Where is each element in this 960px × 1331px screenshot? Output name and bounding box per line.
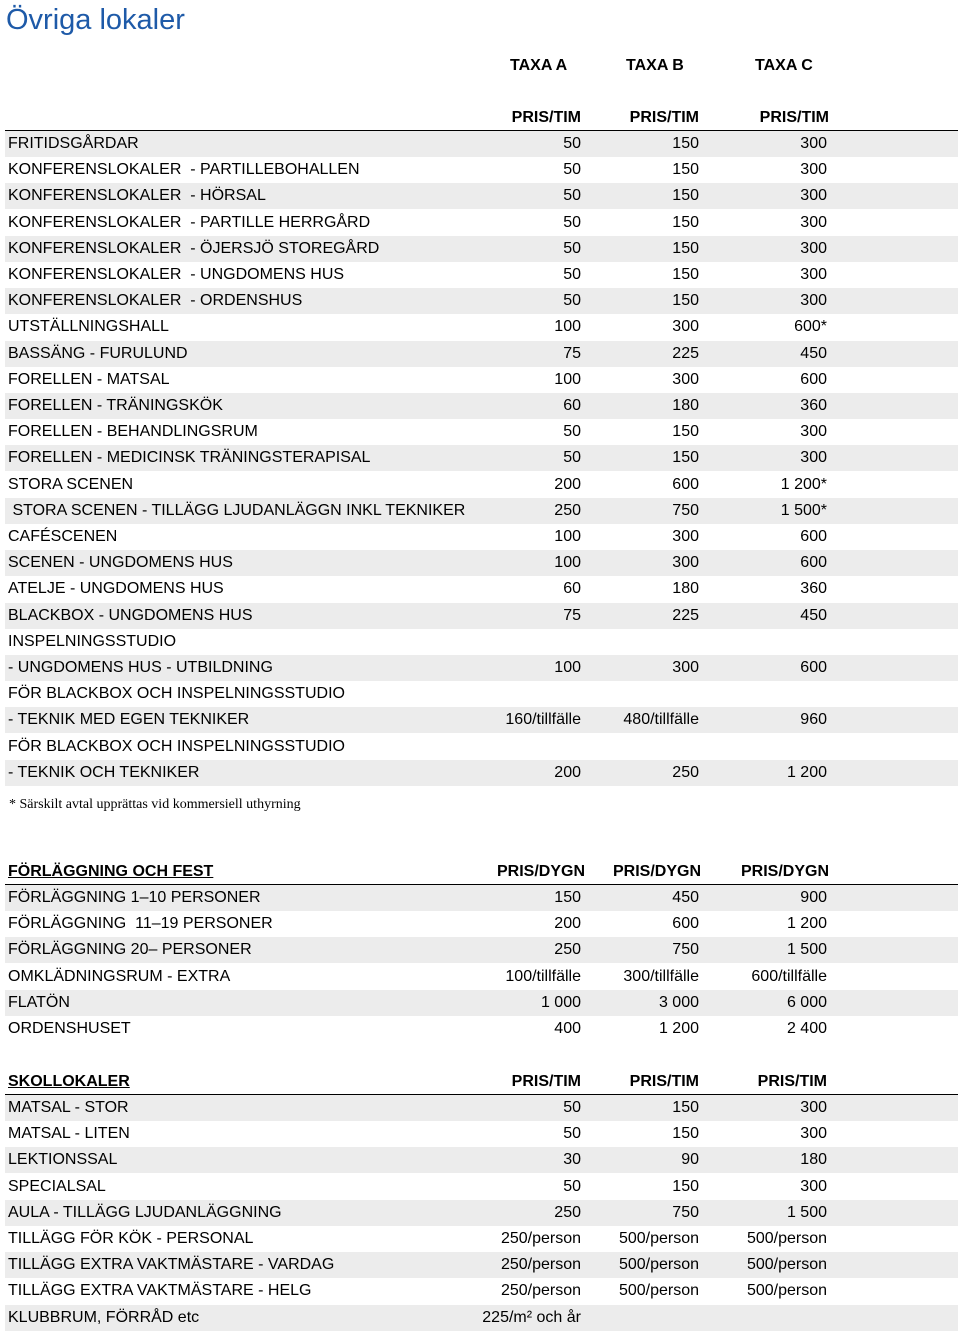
- table-row: [5, 990, 958, 1016]
- row-value-b: 250: [672, 763, 699, 781]
- row-value-c: 300: [800, 1125, 827, 1143]
- row-value-c: 600/tillfälle: [751, 967, 827, 985]
- row-value-a: 50: [563, 161, 581, 179]
- row-label: UTSTÄLLNINGSHALL: [8, 318, 169, 336]
- row-value-c: 300: [800, 187, 827, 205]
- section1-header-b: PRIS/TIM: [629, 109, 699, 126]
- row-label: BLACKBOX - UNGDOMENS HUS: [8, 606, 253, 624]
- section2-header-b: PRIS/DYGN: [612, 863, 701, 880]
- row-value-a: 60: [563, 397, 581, 414]
- table-row: [5, 314, 958, 340]
- row-value-c: 600: [800, 659, 827, 676]
- row-value-a: 100: [554, 370, 581, 388]
- table-row: [5, 131, 958, 157]
- row-value-c: 500/person: [746, 1256, 827, 1274]
- row-label: - TEKNIK OCH TEKNIKER: [8, 763, 200, 781]
- table-row: [5, 1252, 958, 1278]
- section1-header-c: PRIS/TIM: [759, 109, 829, 126]
- table-row: [5, 655, 958, 681]
- row-value-b: 150: [672, 1125, 699, 1143]
- table-row: [5, 210, 958, 236]
- row-value-c: 600: [800, 370, 827, 388]
- row-value-c: 1 200: [786, 763, 827, 781]
- row-label: AULA - TILLÄGG LJUDANLÄGGNING: [8, 1203, 282, 1221]
- row-value-c: 500/person: [746, 1282, 827, 1300]
- row-value-a: 150: [554, 889, 581, 906]
- table-row: [5, 498, 958, 524]
- row-value-b: 150: [672, 1099, 699, 1116]
- row-value-a: 250/person: [500, 1256, 581, 1274]
- row-value-a: 100: [554, 554, 581, 572]
- row-label: TILLÄGG EXTRA VAKTMÄSTARE - VARDAG: [8, 1256, 335, 1274]
- row-value-b: 90: [681, 1151, 699, 1169]
- row-value-b: 1 200: [658, 1020, 699, 1037]
- section3-header-b: PRIS/TIM: [629, 1073, 699, 1090]
- row-value-b: 480/tillfälle: [623, 711, 699, 729]
- table-row: [5, 262, 958, 288]
- table-row: [5, 964, 958, 990]
- table-row: [5, 707, 958, 733]
- row-value-a: 250/person: [500, 1282, 581, 1300]
- table-row: [5, 1016, 958, 1042]
- row-value-a: 225/m² och år: [482, 1308, 581, 1326]
- row-value-a: 200: [554, 475, 581, 493]
- row-value-a: 50: [563, 239, 581, 257]
- taxa-a-heading: TAXA A: [510, 57, 568, 74]
- row-value-b: 150: [672, 213, 699, 231]
- row-value-a: 200: [554, 915, 581, 933]
- row-value-c: 300: [800, 449, 827, 467]
- row-label: SPECIALSAL: [8, 1177, 106, 1195]
- row-value-a: 200: [554, 763, 581, 781]
- row-value-a: 250/person: [500, 1230, 581, 1247]
- table-row: [5, 629, 958, 655]
- row-value-b: 750: [672, 1203, 699, 1221]
- row-value-b: 150: [672, 135, 699, 152]
- row-value-b: 300: [672, 528, 699, 545]
- row-label: ATELJE - UNGDOMENS HUS: [8, 580, 224, 598]
- row-value-a: 50: [563, 449, 581, 467]
- row-label: TILLÄGG FÖR KÖK - PERSONAL: [8, 1230, 254, 1247]
- table-row: [5, 576, 958, 602]
- table-row: [5, 1174, 958, 1200]
- row-value-a: 250: [554, 501, 581, 519]
- taxa-b-heading: TAXA B: [626, 57, 684, 74]
- table-row: [5, 937, 958, 963]
- section3-header-label: SKOLLOKALER: [8, 1073, 130, 1090]
- row-label: LEKTIONSSAL: [8, 1151, 118, 1169]
- row-label: FÖRLÄGGNING 11–19 PERSONER: [8, 915, 273, 933]
- row-value-c: 300: [800, 423, 827, 441]
- row-value-c: 600: [800, 528, 827, 545]
- row-value-a: 50: [563, 266, 581, 283]
- row-value-b: 3 000: [658, 993, 699, 1011]
- row-value-a: 75: [563, 606, 581, 624]
- row-value-b: 150: [672, 292, 699, 310]
- row-value-c: 600: [800, 554, 827, 572]
- row-value-b: 300: [672, 370, 699, 388]
- row-value-a: 75: [563, 344, 581, 362]
- row-value-b: 300: [672, 554, 699, 572]
- row-label: ORDENSHUSET: [8, 1020, 131, 1037]
- table-row: [5, 1095, 958, 1121]
- section3-header-row: [5, 1069, 958, 1095]
- row-value-a: 50: [563, 423, 581, 441]
- row-value-c: 450: [800, 344, 827, 362]
- table-row: [5, 1200, 958, 1226]
- row-label: MATSAL - STOR: [8, 1099, 129, 1116]
- section3-header-a: PRIS/TIM: [511, 1073, 581, 1090]
- row-value-c: 600*: [794, 318, 827, 336]
- row-label: CAFÉSCENEN: [8, 528, 118, 545]
- row-value-a: 50: [563, 135, 581, 152]
- row-value-c: 360: [800, 580, 827, 598]
- row-value-a: 50: [563, 1177, 581, 1195]
- page-title: Övriga lokaler: [6, 4, 185, 36]
- row-label: FORELLEN - TRÄNINGSKÖK: [8, 397, 223, 414]
- row-value-c: 300: [800, 1177, 827, 1195]
- row-value-c: 300: [800, 239, 827, 257]
- table-row: [5, 367, 958, 393]
- table-row: [5, 885, 958, 911]
- row-value-c: 300: [800, 1099, 827, 1116]
- row-label: KLUBBRUM, FÖRRÅD etc: [8, 1308, 200, 1326]
- table-row: [5, 393, 958, 419]
- row-label: FORELLEN - MATSAL: [8, 370, 170, 388]
- row-value-b: 150: [672, 239, 699, 257]
- row-value-c: 450: [800, 606, 827, 624]
- table-row: [5, 550, 958, 576]
- row-label: FLATÖN: [8, 993, 70, 1011]
- row-value-c: 1 500: [786, 941, 827, 959]
- row-value-c: 300: [800, 161, 827, 179]
- section3-header-c: PRIS/TIM: [757, 1073, 827, 1090]
- row-label: FORELLEN - MEDICINSK TRÄNINGSTERAPISAL: [8, 449, 371, 467]
- row-value-c: 6 000: [786, 993, 827, 1011]
- row-label: KONFERENSLOKALER - PARTILLE HERRGÅRD: [8, 213, 371, 231]
- row-label: STORA SCENEN: [8, 475, 134, 493]
- row-value-a: 50: [563, 213, 581, 231]
- table-row: [5, 445, 958, 471]
- row-value-a: 30: [563, 1151, 581, 1169]
- table-row: [5, 157, 958, 183]
- table-row: [5, 419, 958, 445]
- row-label: STORA SCENEN - TILLÄGG LJUDANLÄGGN INKL TEKNIKER: [8, 501, 466, 519]
- row-value-a: 50: [563, 187, 581, 205]
- row-value-b: 750: [672, 941, 699, 959]
- row-value-c: 1 500: [786, 1203, 827, 1221]
- row-value-a: 50: [563, 1099, 581, 1116]
- table-row: [5, 288, 958, 314]
- row-value-a: 100/tillfälle: [505, 967, 581, 985]
- row-value-a: 250: [554, 941, 581, 959]
- row-value-c: 300: [800, 135, 827, 152]
- table-row: [5, 1121, 958, 1147]
- row-value-a: 50: [563, 292, 581, 310]
- row-value-b: 600: [672, 915, 699, 933]
- row-label: FÖRLÄGGNING 1–10 PERSONER: [8, 889, 261, 906]
- section2-header-a: PRIS/DYGN: [496, 863, 585, 880]
- row-label: MATSAL - LITEN: [8, 1125, 130, 1143]
- section2-header-row: [5, 859, 958, 885]
- row-label: BASSÄNG - FURULUND: [8, 344, 188, 362]
- row-label: KONFERENSLOKALER - PARTILLEBOHALLEN: [8, 161, 360, 179]
- row-value-b: 150: [672, 161, 699, 179]
- row-label: INSPELNINGSSTUDIO: [8, 632, 177, 650]
- row-value-b: 225: [672, 606, 699, 624]
- section1-header-a: PRIS/TIM: [511, 109, 581, 126]
- taxa-c-heading: TAXA C: [755, 57, 813, 74]
- row-value-a: 100: [554, 318, 581, 336]
- table-row: [5, 760, 958, 786]
- table-row: [5, 183, 958, 209]
- row-value-c: 300: [800, 213, 827, 231]
- row-label: KONFERENSLOKALER - HÖRSAL: [8, 187, 266, 205]
- row-value-c: 300: [800, 266, 827, 283]
- table-row: [5, 472, 958, 498]
- row-value-b: 150: [672, 266, 699, 283]
- row-value-a: 60: [563, 580, 581, 598]
- row-value-b: 500/person: [618, 1230, 699, 1247]
- row-value-a: 50: [563, 1125, 581, 1143]
- table-row: [5, 341, 958, 367]
- row-value-b: 180: [672, 397, 699, 414]
- row-value-b: 150: [672, 423, 699, 441]
- row-value-c: 180: [800, 1151, 827, 1169]
- row-label: KONFERENSLOKALER - UNGDOMENS HUS: [8, 266, 345, 283]
- row-label: FORELLEN - BEHANDLINGSRUM: [8, 423, 258, 441]
- row-value-c: 1 200*: [780, 475, 827, 493]
- row-value-c: 360: [800, 397, 827, 414]
- row-value-b: 180: [672, 580, 699, 598]
- table-row: [5, 911, 958, 937]
- row-label: - TEKNIK MED EGEN TEKNIKER: [8, 711, 250, 729]
- table-row: [5, 681, 958, 707]
- row-label: KONFERENSLOKALER - ÖJERSJÖ STOREGÅRD: [8, 239, 380, 257]
- row-value-b: 225: [672, 344, 699, 362]
- footnote: * Särskilt avtal upprättas vid kommersiell uthyrning: [9, 797, 301, 812]
- row-value-c: 1 500*: [780, 501, 827, 519]
- table-row: [5, 1147, 958, 1173]
- table-row: [5, 1226, 958, 1252]
- table-row: [5, 236, 958, 262]
- row-label: OMKLÄDNINGSRUM - EXTRA: [8, 967, 231, 985]
- table-row: [5, 603, 958, 629]
- row-value-c: 2 400: [786, 1020, 827, 1037]
- row-value-a: 250: [554, 1203, 581, 1221]
- table-row: [5, 1278, 958, 1304]
- row-value-c: 300: [800, 292, 827, 310]
- row-value-b: 150: [672, 449, 699, 467]
- row-label: FÖRLÄGGNING 20– PERSONER: [8, 941, 252, 959]
- row-label: FÖR BLACKBOX OCH INSPELNINGSSTUDIO: [8, 737, 345, 755]
- row-value-b: 450: [672, 889, 699, 906]
- row-value-c: 1 200: [786, 915, 827, 933]
- row-value-b: 500/person: [618, 1282, 699, 1300]
- row-value-b: 150: [672, 187, 699, 205]
- row-value-a: 100: [554, 659, 581, 676]
- row-label: FRITIDSGÅRDAR: [8, 135, 139, 152]
- row-label: - UNGDOMENS HUS - UTBILDNING: [8, 659, 273, 676]
- section1-header-row: [5, 105, 958, 131]
- table-row: [5, 524, 958, 550]
- row-value-a: 1 000: [540, 993, 581, 1011]
- row-value-a: 400: [554, 1020, 581, 1037]
- row-label: SCENEN - UNGDOMENS HUS: [8, 554, 233, 572]
- row-value-b: 300/tillfälle: [623, 967, 699, 985]
- row-value-a: 100: [554, 528, 581, 545]
- section2-header-c: PRIS/DYGN: [740, 863, 829, 880]
- table-row: [5, 1305, 958, 1331]
- row-value-c: 960: [800, 711, 827, 729]
- row-value-c: 500/person: [746, 1230, 827, 1247]
- row-value-b: 300: [672, 659, 699, 676]
- row-label: TILLÄGG EXTRA VAKTMÄSTARE - HELG: [8, 1282, 312, 1300]
- row-value-b: 300: [672, 318, 699, 336]
- table-row: [5, 734, 958, 760]
- row-label: FÖR BLACKBOX OCH INSPELNINGSSTUDIO: [8, 685, 345, 703]
- row-value-c: 900: [800, 889, 827, 906]
- row-label: KONFERENSLOKALER - ORDENSHUS: [8, 292, 303, 310]
- row-value-b: 600: [672, 475, 699, 493]
- row-value-a: 160/tillfälle: [505, 711, 581, 729]
- row-value-b: 500/person: [618, 1256, 699, 1274]
- row-value-b: 750: [672, 501, 699, 519]
- row-value-b: 150: [672, 1177, 699, 1195]
- section2-header-label: FÖRLÄGGNING OCH FEST: [8, 863, 214, 880]
